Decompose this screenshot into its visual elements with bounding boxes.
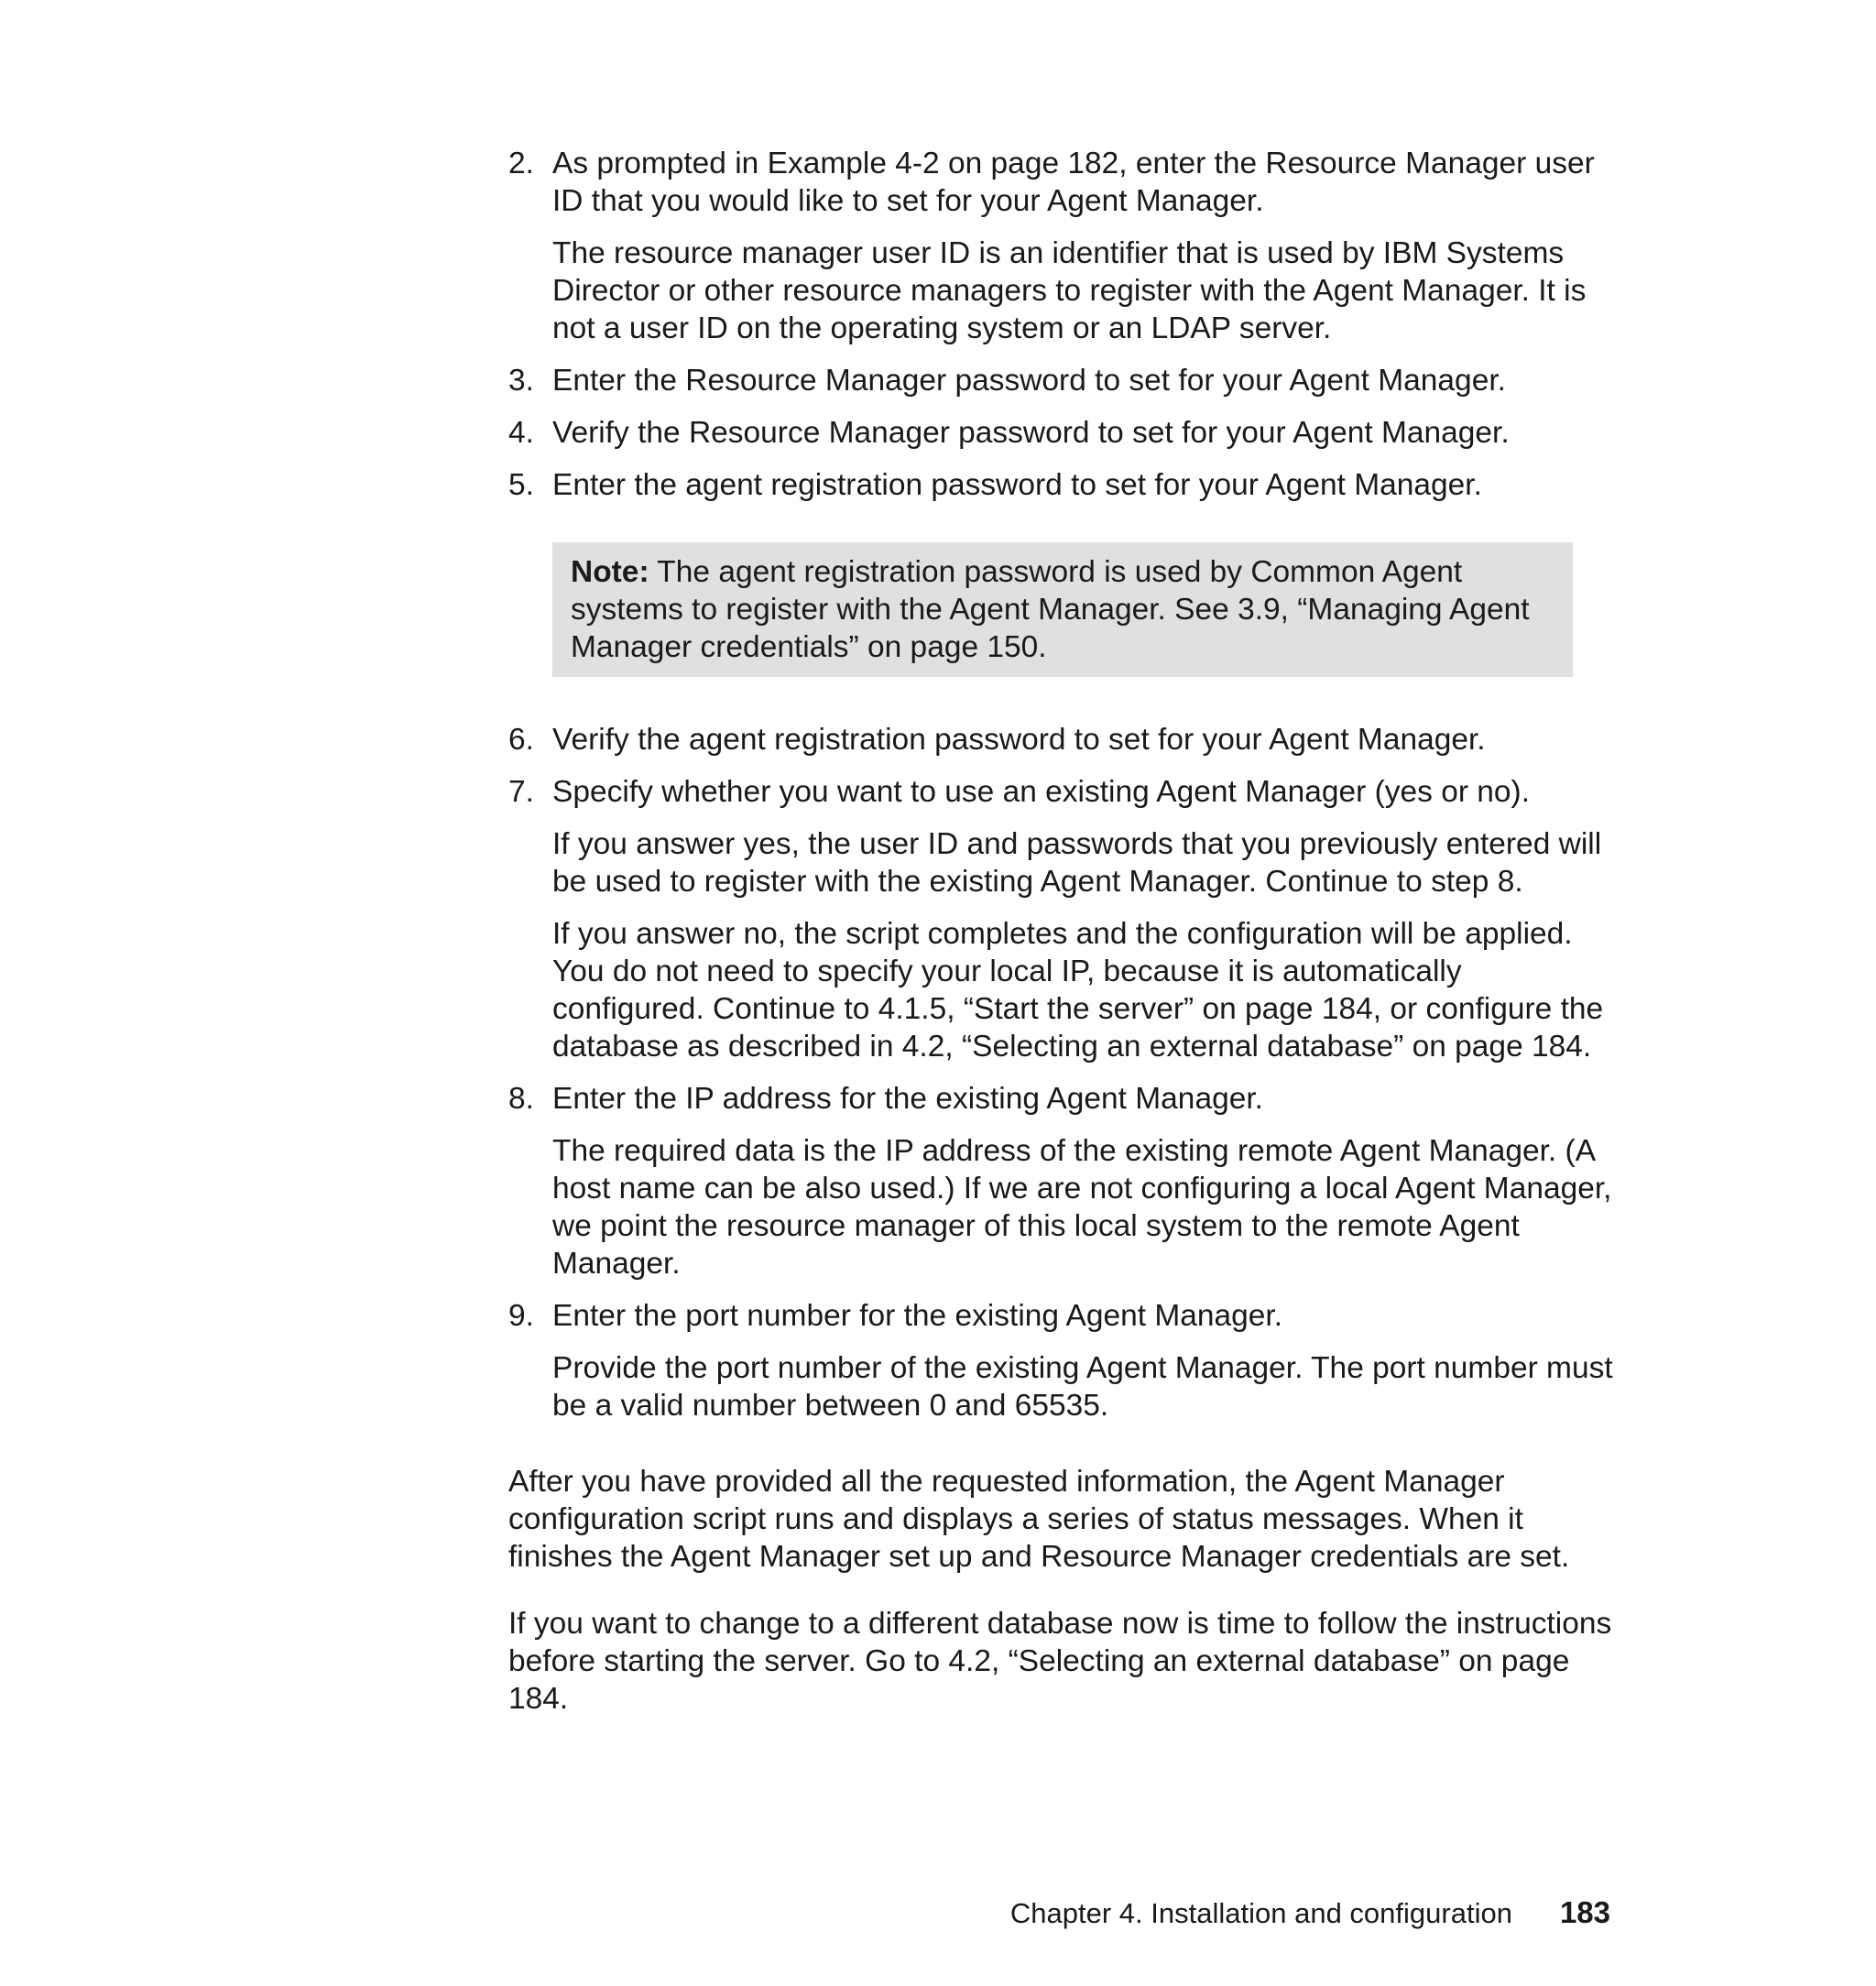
list-item	[508, 1080, 1617, 1282]
step-detail: The resource manager user ID is an identifier that is used by IBM Systems Director or other resource managers to register with the Agent Manager. It is not a user ID on the operating system or an LDAP server.	[552, 236, 1587, 345]
list-item	[508, 773, 1617, 1065]
step-text: Specify whether you want to use an existing Agent Manager (yes or no).	[552, 775, 1531, 809]
step-number: 6.	[508, 723, 534, 757]
step-body	[552, 721, 1617, 758]
step-text: As prompted in Example 4-2 on page 182, enter the Resource Manager user ID that you would like to set for your Agent Manager.	[552, 147, 1595, 218]
step-number: 9.	[508, 1299, 534, 1333]
step-detail: If you answer yes, the user ID and passwords that you previously entered will be used to register with the existing Agent Manager. Continue to step 8.	[552, 827, 1602, 899]
list-item	[508, 362, 1617, 399]
list-item	[508, 466, 1617, 504]
list-item	[508, 145, 1617, 347]
step-body	[552, 773, 1617, 1065]
step-body	[552, 466, 1617, 504]
page-number: 183	[1559, 1895, 1610, 1929]
step-number: 3.	[508, 364, 534, 398]
step-detail: If you answer no, the script completes and the configuration will be applied. You do not need to specify your local IP, because it is automatically configured. Continue to 4.1.5, “Start the server” on page 184, or configure the database as described in 4.2, “Selecting an external database” on page 184.	[552, 917, 1604, 1064]
step-body	[552, 145, 1617, 347]
step-text: Enter the Resource Manager password to set for your Agent Manager.	[552, 364, 1506, 398]
step-text: Enter the IP address for the existing Agent Manager.	[552, 1082, 1263, 1116]
step-number: 5.	[508, 468, 534, 502]
step-body	[552, 414, 1617, 452]
step-body	[552, 1297, 1617, 1424]
step-text: Verify the Resource Manager password to set for your Agent Manager.	[552, 416, 1510, 450]
note-box	[552, 542, 1573, 677]
list-item	[508, 414, 1617, 452]
body-paragraph: After you have provided all the requested information, the Agent Manager configuration script runs and displays a series of status messages. When it finishes the Agent Manager set up and Resource Manager credentials are set.	[508, 1465, 1570, 1574]
list-item	[508, 721, 1617, 758]
body-paragraph: If you want to change to a different database now is time to follow the instructions before starting the server. Go to 4.2, “Selecting an external database” on page 184.	[508, 1607, 1612, 1716]
step-number: 7.	[508, 775, 534, 809]
chapter-title: Chapter 4. Installation and configuration	[1009, 1897, 1512, 1929]
page-footer	[1010, 1894, 1610, 1932]
step-number: 2.	[508, 147, 534, 180]
step-text: Enter the agent registration password to set for your Agent Manager.	[552, 468, 1482, 502]
step-number: 4.	[508, 416, 534, 450]
step-number: 8.	[508, 1082, 534, 1116]
step-body	[552, 362, 1617, 399]
note-label: Note:	[571, 555, 649, 589]
step-detail: Provide the port number of the existing Agent Manager. The port number must be a valid number between 0 and 65535.	[552, 1351, 1613, 1423]
step-text: Enter the port number for the existing Agent Manager.	[552, 1299, 1283, 1333]
step-body	[552, 1080, 1617, 1282]
step-text: Verify the agent registration password to set for your Agent Manager.	[552, 723, 1486, 757]
list-item	[508, 1297, 1617, 1424]
step-detail: The required data is the IP address of the existing remote Agent Manager. (A host name can be also used.) If we are not configuring a local Agent Manager, we point the resource manager of this local system to the remote Agent Manager.	[552, 1134, 1612, 1281]
note-text: The agent registration password is used by Common Agent systems to register with the Agent Manager. See 3.9, “Managing Agent Manager credentials” on page 150.	[571, 555, 1530, 664]
page-content	[508, 145, 1617, 1718]
